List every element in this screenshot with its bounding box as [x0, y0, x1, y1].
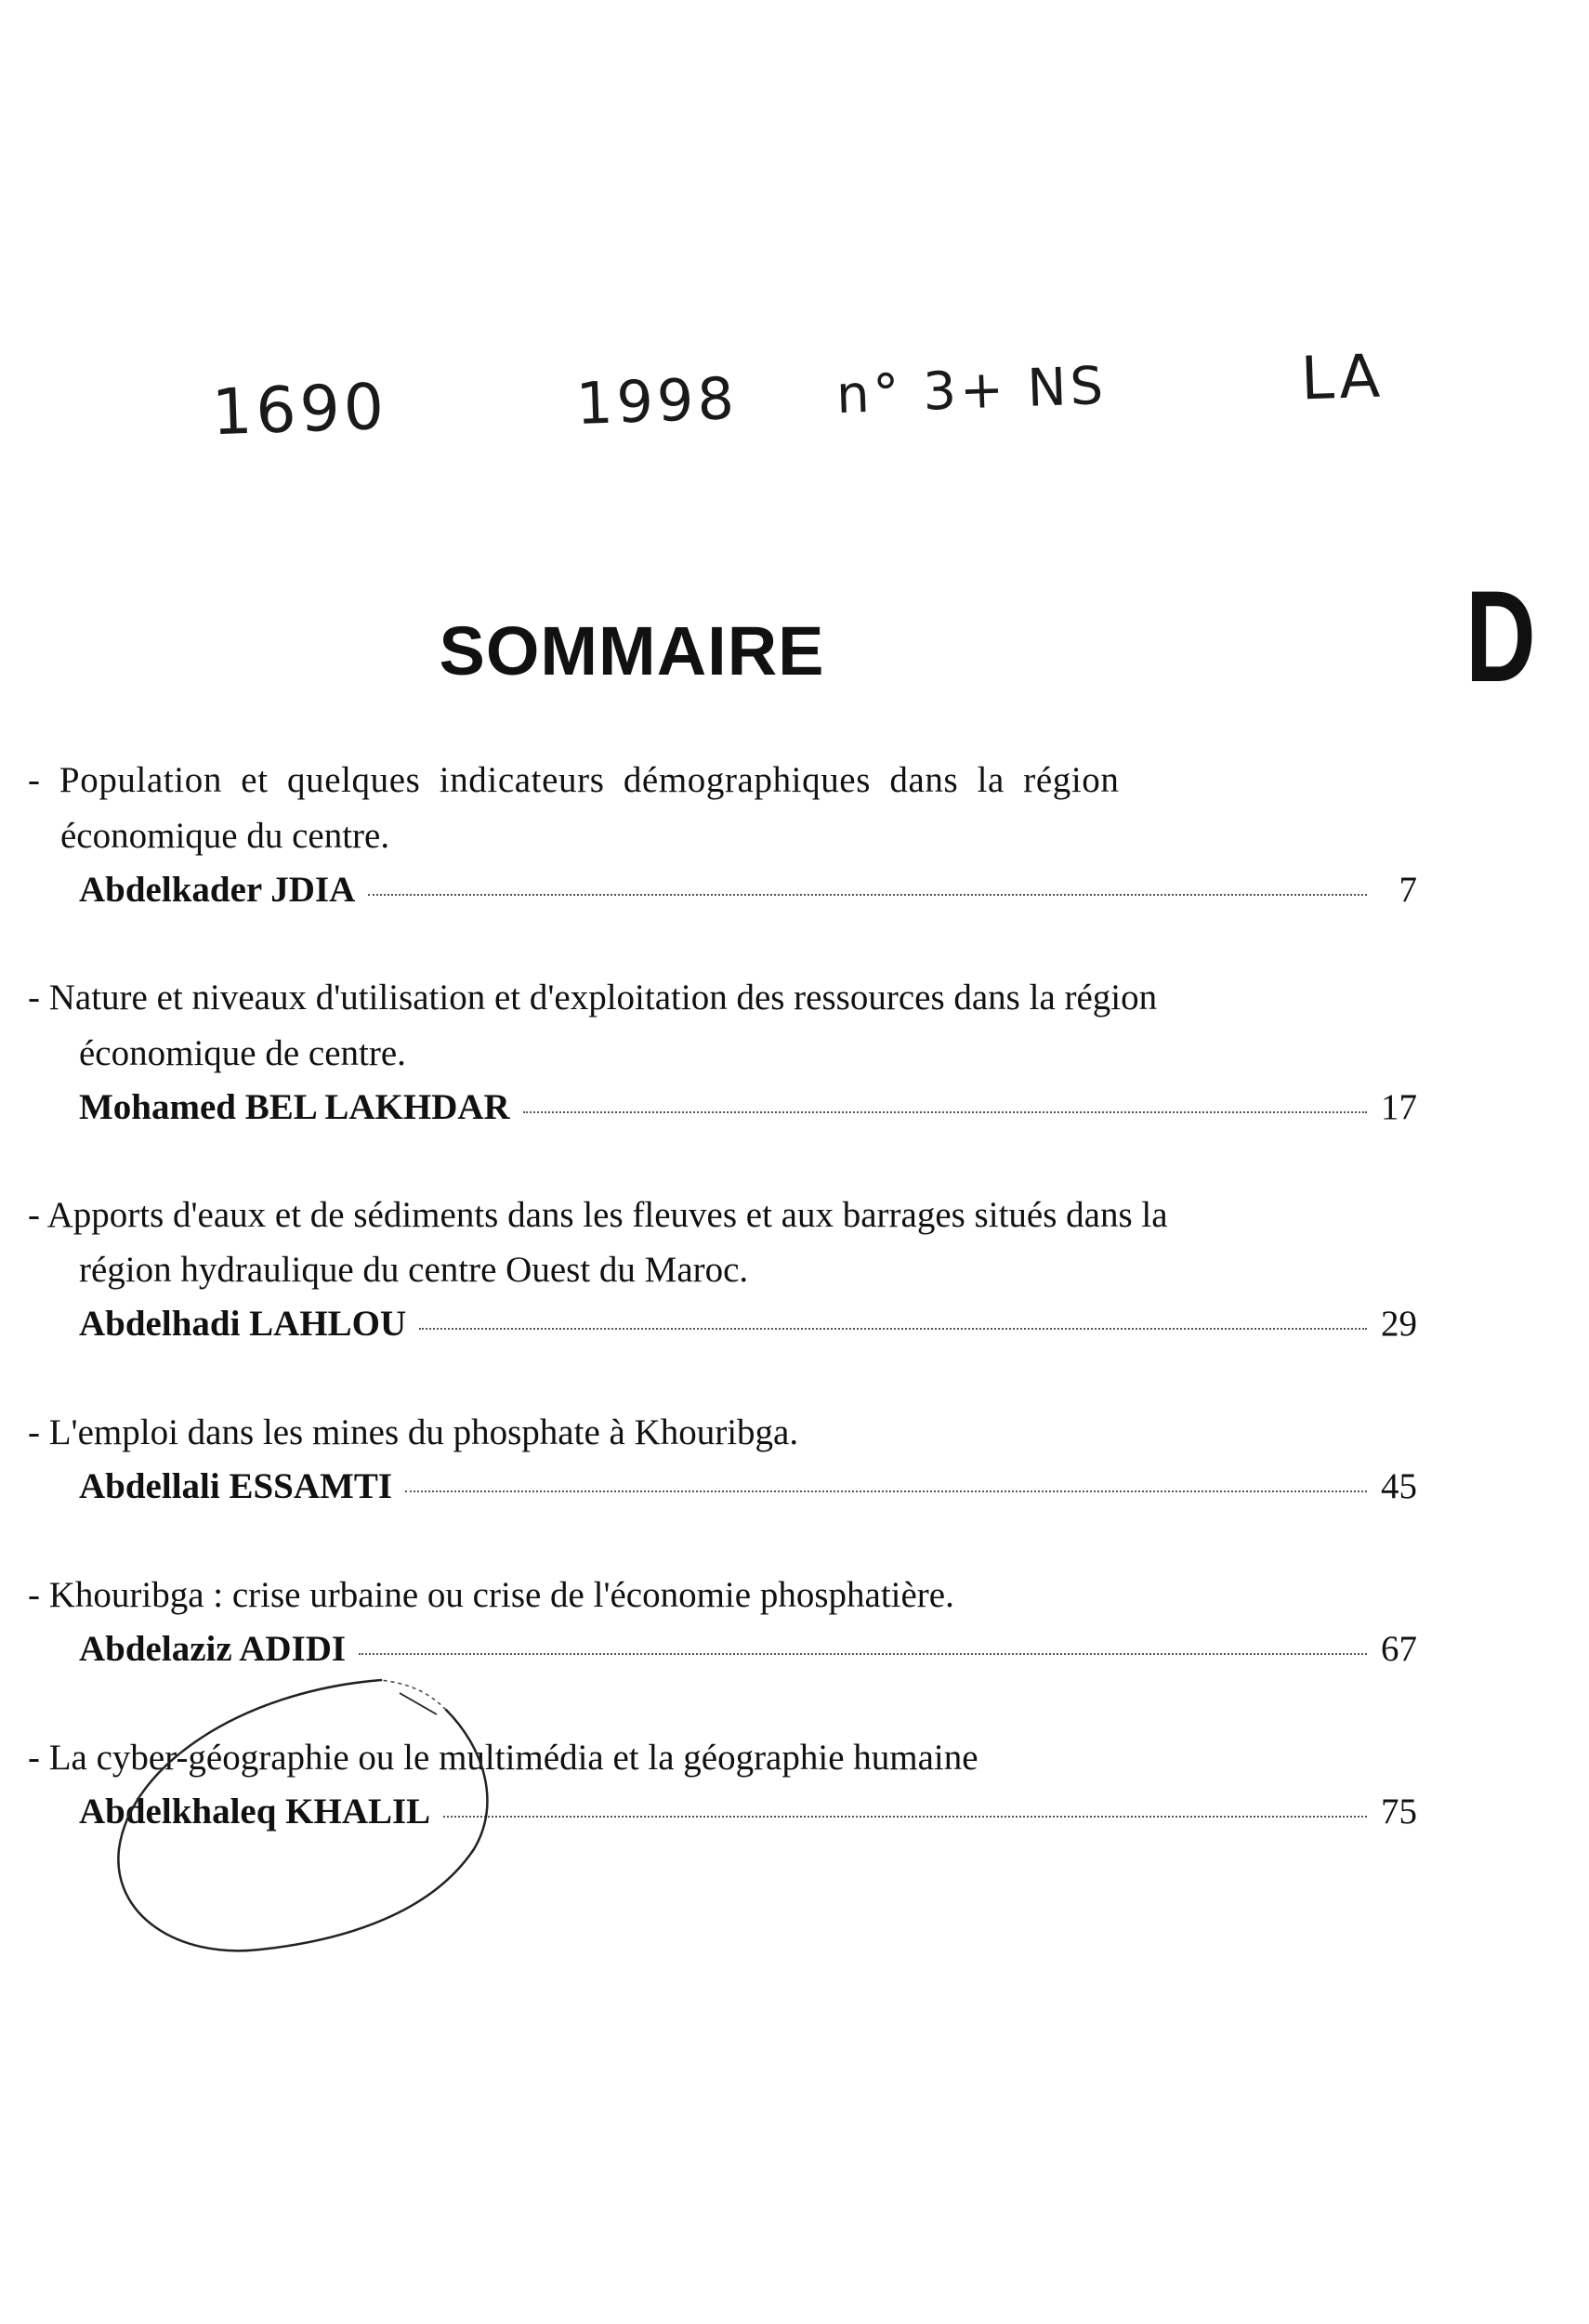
handwritten-note-catalog-number: 1690	[210, 370, 389, 451]
toc-entry-page-number: 67	[1381, 1629, 1417, 1669]
toc-entry-title-line: - Population et quelques indicateurs démographiques dans la région	[28, 760, 1120, 800]
toc-entry-author-row	[79, 1793, 1417, 1830]
page-title: SOMMAIRE	[439, 611, 825, 689]
toc-entry-page-number: 7	[1399, 870, 1417, 910]
dot-leader	[405, 1490, 1367, 1492]
dot-leader	[523, 1111, 1367, 1113]
handwritten-note-issue: n° 3+ NS	[834, 355, 1109, 427]
toc-entry-page-number: 75	[1381, 1792, 1417, 1832]
handwritten-note-initials: LA	[1299, 342, 1385, 414]
toc-entry-author-row	[79, 1089, 1417, 1125]
toc-entry-author-row	[79, 1468, 1417, 1504]
toc-entry-author-row	[79, 872, 1417, 908]
toc-entry-title-line: - La cyber-géographie ou le multimédia et la géographie humaine	[28, 1738, 978, 1778]
toc-entry-author-row	[79, 1306, 1417, 1342]
toc-entry-author: Abdelaziz ADIDI	[79, 1629, 347, 1669]
toc-entry-title-line: - Nature et niveaux d'utilisation et d'exploitation des ressources dans la région	[28, 978, 1158, 1018]
dot-leader	[359, 1653, 1367, 1655]
dot-leader	[368, 894, 1367, 896]
handwritten-note-year: 1998	[574, 363, 740, 439]
dot-leader	[443, 1816, 1367, 1818]
toc-entry-title-line: - Khouribga : crise urbaine ou crise de l'économie phosphatière.	[28, 1575, 954, 1615]
toc-entry-title-line: économique du centre.	[60, 816, 390, 856]
toc-entry-author: Abdelkader JDIA	[79, 870, 356, 910]
toc-entry-author: Abdellali ESSAMTI	[79, 1466, 393, 1506]
toc-entry-author: Abdelkhaleq KHALIL	[79, 1792, 431, 1832]
toc-entry-author-row	[79, 1631, 1417, 1667]
toc-entry-title-line: économique de centre.	[79, 1033, 406, 1073]
toc-entry-title-line: - L'emploi dans les mines du phosphate à Khouribga.	[28, 1412, 799, 1452]
toc-entry-title-line: - Apports d'eaux et de sédiments dans les fleuves et aux barrages situés dans la	[28, 1195, 1168, 1235]
toc-entry-author: Mohamed BEL LAKHDAR	[79, 1087, 510, 1127]
toc-entry-page-number: 29	[1381, 1304, 1417, 1344]
toc-entry-page-number: 17	[1381, 1087, 1417, 1127]
toc-entry-title-line: région hydraulique du centre Ouest du Maroc.	[79, 1250, 749, 1290]
toc-entry-author: Abdelhadi LAHLOU	[79, 1304, 407, 1344]
margin-letter-stamp: D	[1465, 563, 1536, 709]
dot-leader	[419, 1328, 1367, 1330]
toc-entry-page-number: 45	[1381, 1466, 1417, 1506]
